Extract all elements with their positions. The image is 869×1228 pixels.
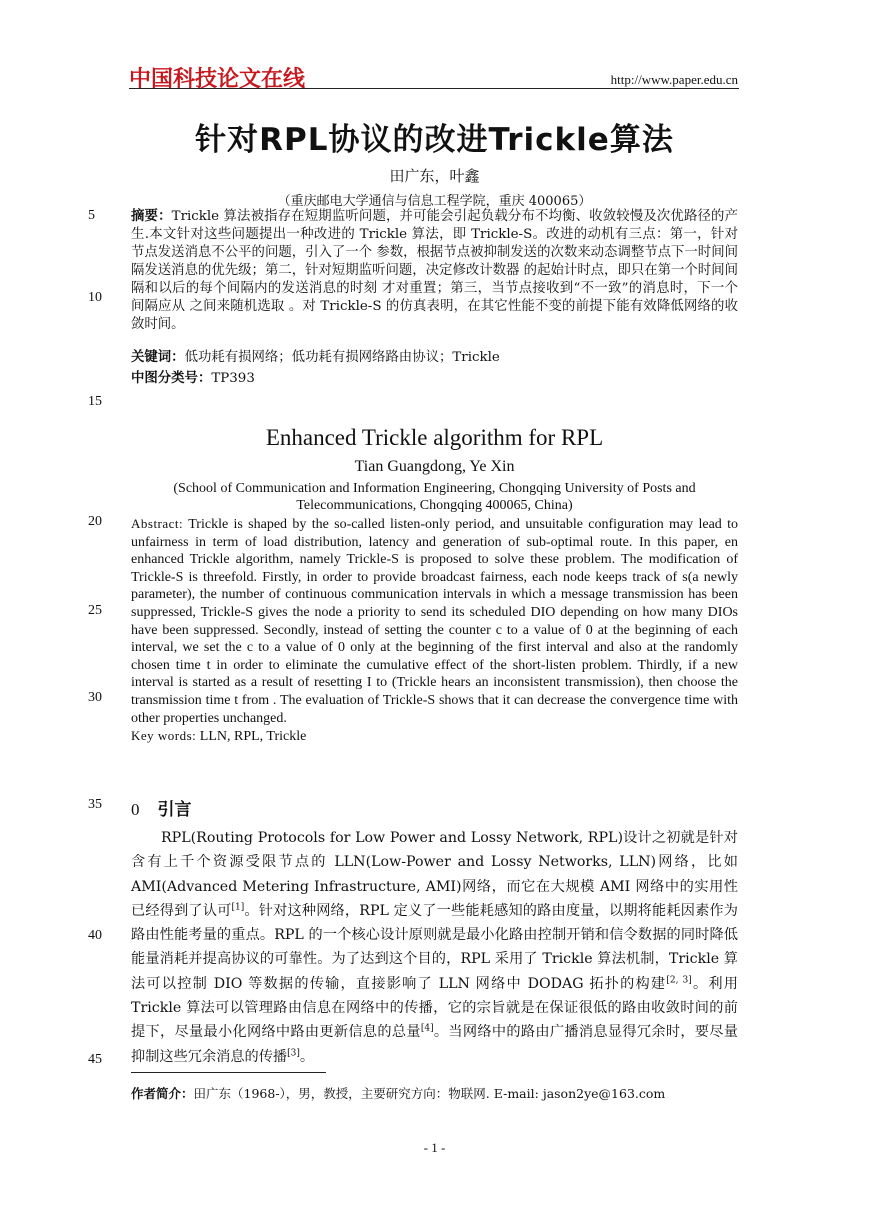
section-title: 引言 bbox=[157, 800, 192, 820]
citation-ref: [4] bbox=[420, 1023, 434, 1034]
clc-code bbox=[131, 370, 738, 388]
line-number: 30 bbox=[88, 690, 102, 705]
citation-ref: [3] bbox=[287, 1047, 300, 1058]
author-footnote bbox=[131, 1084, 665, 1102]
affiliation-en: (School of Communication and Information Engineering, Chongqing University of Posts and Telecommunications, Chongqing 400065, China) bbox=[173, 481, 696, 513]
citation-ref: [2, 3] bbox=[666, 975, 692, 986]
line-number: 45 bbox=[88, 1052, 102, 1067]
footnote-divider bbox=[131, 1072, 326, 1073]
paper-title-cn: 针对RPL协议的改进Trickle算法 bbox=[195, 122, 674, 158]
header-url[interactable]: http://www.paper.edu.cn bbox=[610, 72, 738, 87]
intro-text: RPL(Routing Protocols for Low Power and Lossy Network, RPL)设计之初就是针对含有上千个资源受限节点的 LLN(Low-Power and Lossy Networks, LLN)网络，比如 AMI(Advanced Metering Infrastructure, AMI)网络，而它在大规模 AMI 网络中的实用性已经得到了认可 bbox=[131, 830, 738, 919]
logo-text: 中国科技论文在线 bbox=[129, 67, 306, 92]
keywords-cn bbox=[131, 349, 738, 367]
line-number: 20 bbox=[88, 514, 102, 529]
section-number: 0 bbox=[131, 800, 140, 819]
line-number: 15 bbox=[88, 394, 102, 409]
section-heading bbox=[131, 795, 192, 820]
intro-text: 。 bbox=[299, 1048, 315, 1065]
keywords-en bbox=[131, 727, 738, 746]
footnote-text: 田广东（1968-），男，教授，主要研究方向：物联网. E-mail: jason2ye@163.com bbox=[193, 1086, 666, 1101]
abstract-en-label: Abstract: bbox=[131, 516, 184, 531]
authors-cn: 田广东，叶鑫 bbox=[389, 167, 480, 185]
intro-text: 。当网络中的路由广播消息显得冗余时，要尽量抑制这些冗余消息的传播 bbox=[131, 1024, 738, 1065]
page-number: - 1 - bbox=[423, 1140, 446, 1155]
clc-text: TP393 bbox=[211, 371, 255, 386]
affiliation-cn: （重庆邮电大学通信与信息工程学院，重庆 400065） bbox=[277, 194, 592, 209]
abstract-en-text: Trickle is shaped by the so-called listen-only period, and unsuitable configuration may lead to unfairness in term of load distribution, latency and generation of sub-optimal route. In this paper, en enhanced Trickle algorithm, namely Trickle-S is proposed to solve these problem. The modification of Trickle-S is threefold. Firstly, in order to provide broadcast fairness, each node keeps track of s(a newly parameter), the number of continuous communication intervals in which a message transmission has been suppressed, Trickle-S gives the node a priority to send its scheduled DIO depending on how many DIOs have been suppressed. Secondly, instead of setting the counter c to a value of 0 at the beginning of each interval, we set the c to a value of 0 only at the beginning of the first interval and also at the randomly chosen time t in order to eliminate the cumulative effect of the short-listen problem. Thirdly, if a new interval is started as a result of resetting I to (Trickle hears an inconsistent transmission), then choose the transmission time t from . The evaluation of Trickle-S shows that it can decrease the convergence time with other properties unchanged. bbox=[131, 517, 739, 726]
line-number: 5 bbox=[88, 208, 95, 223]
citation-ref: [1] bbox=[231, 902, 245, 913]
abstract-cn-text: Trickle 算法被指存在短期监听问题，并可能会引起负载分布不均衡、收敛较慢及次优路径的产生.本文针对这些问题提出一种改进的 Trickle 算法，即 Trickle-S。改进的动机有三点：第一，针对节点发送消息不公平的问题，引入了一个 参数，根据节点被抑制发送的次数来动态调整节点下一时间间隔发送消息的优先级；第二，针对短期监听问题，决定修改计数器 的起始计时点，即只在第一个时间间隔和以后的每个间隔内的发送消息的时刻 才对重置；第三，当节点接收到“不一致”的消息时，下一个间隔应从 之间来随机选取 。对 Trickle-S 的仿真表明，在其它性能不变的前提下能有效降低网络的收敛时间。 bbox=[131, 209, 738, 332]
keywords-en-label: Key words: bbox=[131, 728, 197, 744]
abstract-cn-label: 摘要： bbox=[131, 209, 172, 224]
header-divider bbox=[129, 88, 739, 89]
intro-text: 。针对这种网络，RPL 定义了一些能耗感知的路由度量，以期将能耗因素作为路由性能考量的重点。RPL 的一个核心设计原则就是最小化路由控制开销和信令数据的同时降低能量消耗并提高协议的可靠性。为了达到这个目的，RPL 采用了 Trickle 算法机制，Trickle 算法可以控制 DIO 等数据的传输，直接影响了 LLN 网络中 DODAG 拓扑的构建 bbox=[131, 902, 738, 992]
intro-text: 。利用 Trickle 算法可以管理路由信息在网络中的传播，它的宗旨就是在保证很低的路由收敛时间的前提下，尽量最小化网络中路由更新信息的总量 bbox=[131, 975, 738, 1041]
abstract-en bbox=[131, 515, 738, 746]
authors-en: Tian Guangdong, Ye Xin bbox=[354, 458, 515, 475]
paper-title-en: Enhanced Trickle algorithm for RPL bbox=[265, 425, 604, 450]
intro-paragraph bbox=[131, 826, 738, 1069]
keywords-en-text: LLN, RPL, Trickle bbox=[199, 729, 307, 745]
line-number: 10 bbox=[88, 290, 102, 305]
abstract-cn bbox=[131, 208, 738, 334]
keywords-cn-text: 低功耗有损网络；低功耗有损网络路由协议；Trickle bbox=[184, 350, 500, 365]
clc-label: 中图分类号： bbox=[131, 371, 212, 386]
line-number: 40 bbox=[88, 928, 102, 943]
keywords-cn-label: 关键词： bbox=[131, 350, 185, 365]
line-number: 35 bbox=[88, 797, 102, 812]
footnote-label: 作者简介： bbox=[131, 1086, 194, 1101]
line-number: 25 bbox=[88, 603, 102, 618]
